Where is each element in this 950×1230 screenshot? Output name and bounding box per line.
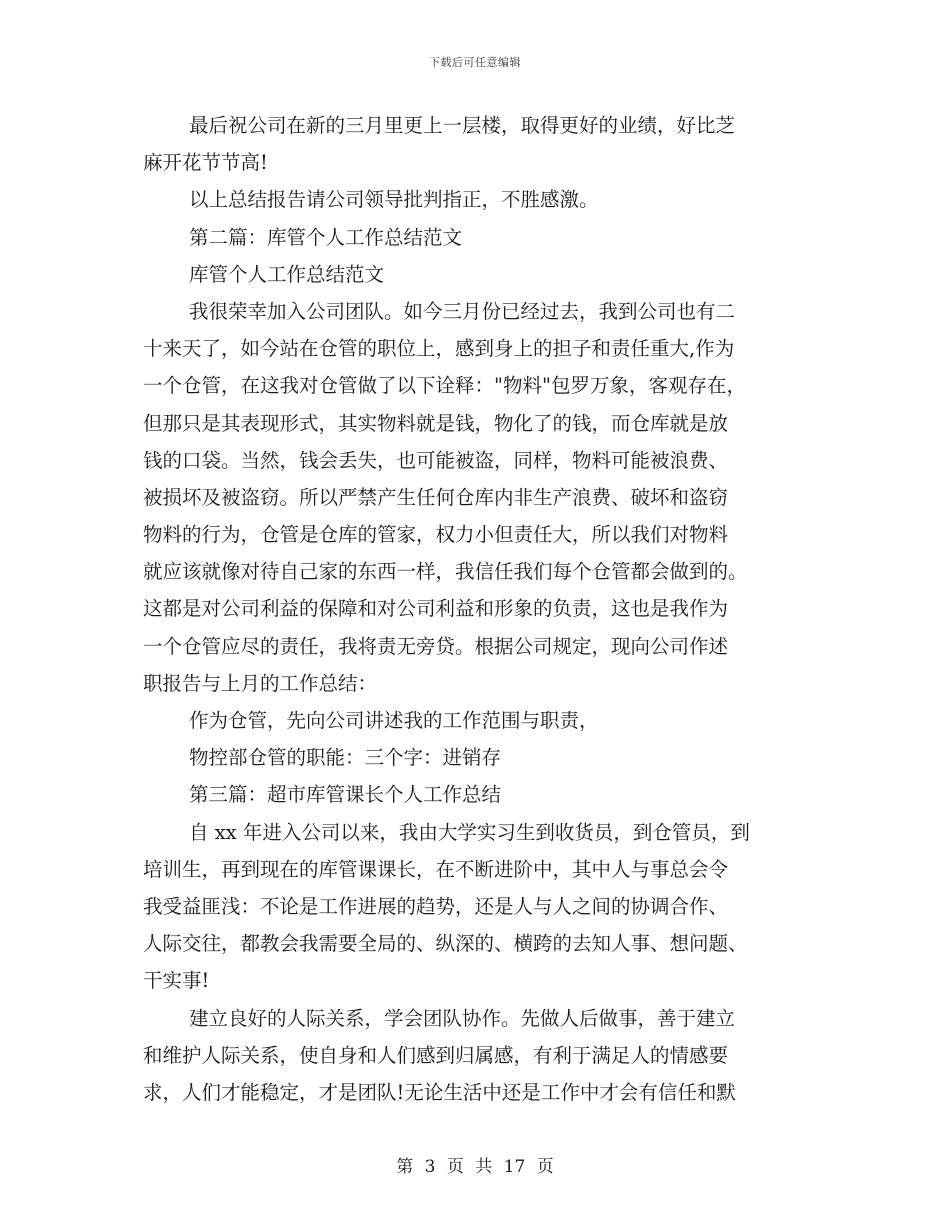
text-line-3: 以上总结报告请公司领导批判指正，不胜感激。 (189, 188, 599, 212)
text-line-15: 一个仓管应尽的责任，我将责无旁贷。根据公司规定，现向公司作述 (143, 634, 729, 658)
page-footer: 第 3 页 共 17 页 (396, 1157, 554, 1177)
text-line-18: 物控部仓管的职能：三个字：进销存 (189, 746, 502, 770)
text-line-7: 十来天了，如今站在仓管的职位上，感到身上的担子和责任重大,作为 (143, 337, 735, 361)
text-line-12: 物料的行为，仓管是仓库的管家，权力小但责任大，所以我们对物料 (143, 523, 729, 547)
text-line-24: 干实事! (143, 969, 210, 993)
text-line-27: 求，人们才能稳定，才是团队!无论生活中还是工作中才会有信任和默 (143, 1080, 736, 1104)
text-line-13: 就应该就像对待自己家的东西一样，我信任我们每个仓管都会做到的。 (143, 560, 748, 584)
text-line-26: 和维护人际关系，使自身和人们感到归属感，有利于满足人的情感要 (143, 1043, 729, 1067)
text-line-22: 我受益匪浅：不论是工作进展的趋势，还是人与人之间的协调合作、 (143, 894, 729, 918)
text-line-10: 钱的口袋。当然，钱会丢失，也可能被盗，同样，物料可能被浪费、 (143, 448, 729, 472)
text-line-1: 最后祝公司在新的三月里更上一层楼，取得更好的业绩，好比芝 (189, 114, 736, 137)
section-heading-3: 第三篇：超市库管课长个人工作总结 (189, 783, 502, 807)
text-line-2: 麻开花节节高! (143, 151, 268, 175)
document-body (143, 107, 806, 1111)
text-line-11: 被损坏及被盗窃。所以严禁产生任何仓库内非生产浪费、破坏和盗窃 (143, 485, 729, 509)
text-line-21: 培训生，再到现在的库管课课长，在不断进阶中，其中人与事总会令 (143, 857, 729, 881)
text-line-9: 但那只是其表现形式，其实物料就是钱，物化了的钱，而仓库就是放 (143, 411, 729, 435)
text-line-14: 这都是对公司利益的保障和对公司利益和形象的负责，这也是我作为 (143, 597, 729, 621)
section-subtitle-2: 库管个人工作总结范文 (189, 262, 385, 286)
section-heading-2: 第二篇：库管个人工作总结范文 (189, 225, 463, 249)
text-line-8: 一个仓管，在这我对仓管做了以下诠释："物料"包罗万象，客观存在， (143, 374, 746, 398)
text-line-6: 我很荣幸加入公司团队。如今三月份已经过去，我到公司也有二 (189, 299, 736, 323)
text-line-17: 作为仓管，先向公司讲述我的工作范围与职责， (189, 709, 599, 732)
text-line-16: 职报告与上月的工作总结： (143, 671, 378, 695)
page-header: 下载后可任意编辑 (429, 56, 521, 69)
text-line-23: 人际交往，都教会我需要全局的、纵深的、横跨的去知人事、想问题、 (143, 932, 748, 956)
text-line-25: 建立良好的人际关系，学会团队协作。先做人后做事，善于建立 (189, 1006, 736, 1030)
text-line-20: 自 xx 年进入公司以来，我由大学实习生到收货员，到仓管员，到 (189, 820, 750, 844)
